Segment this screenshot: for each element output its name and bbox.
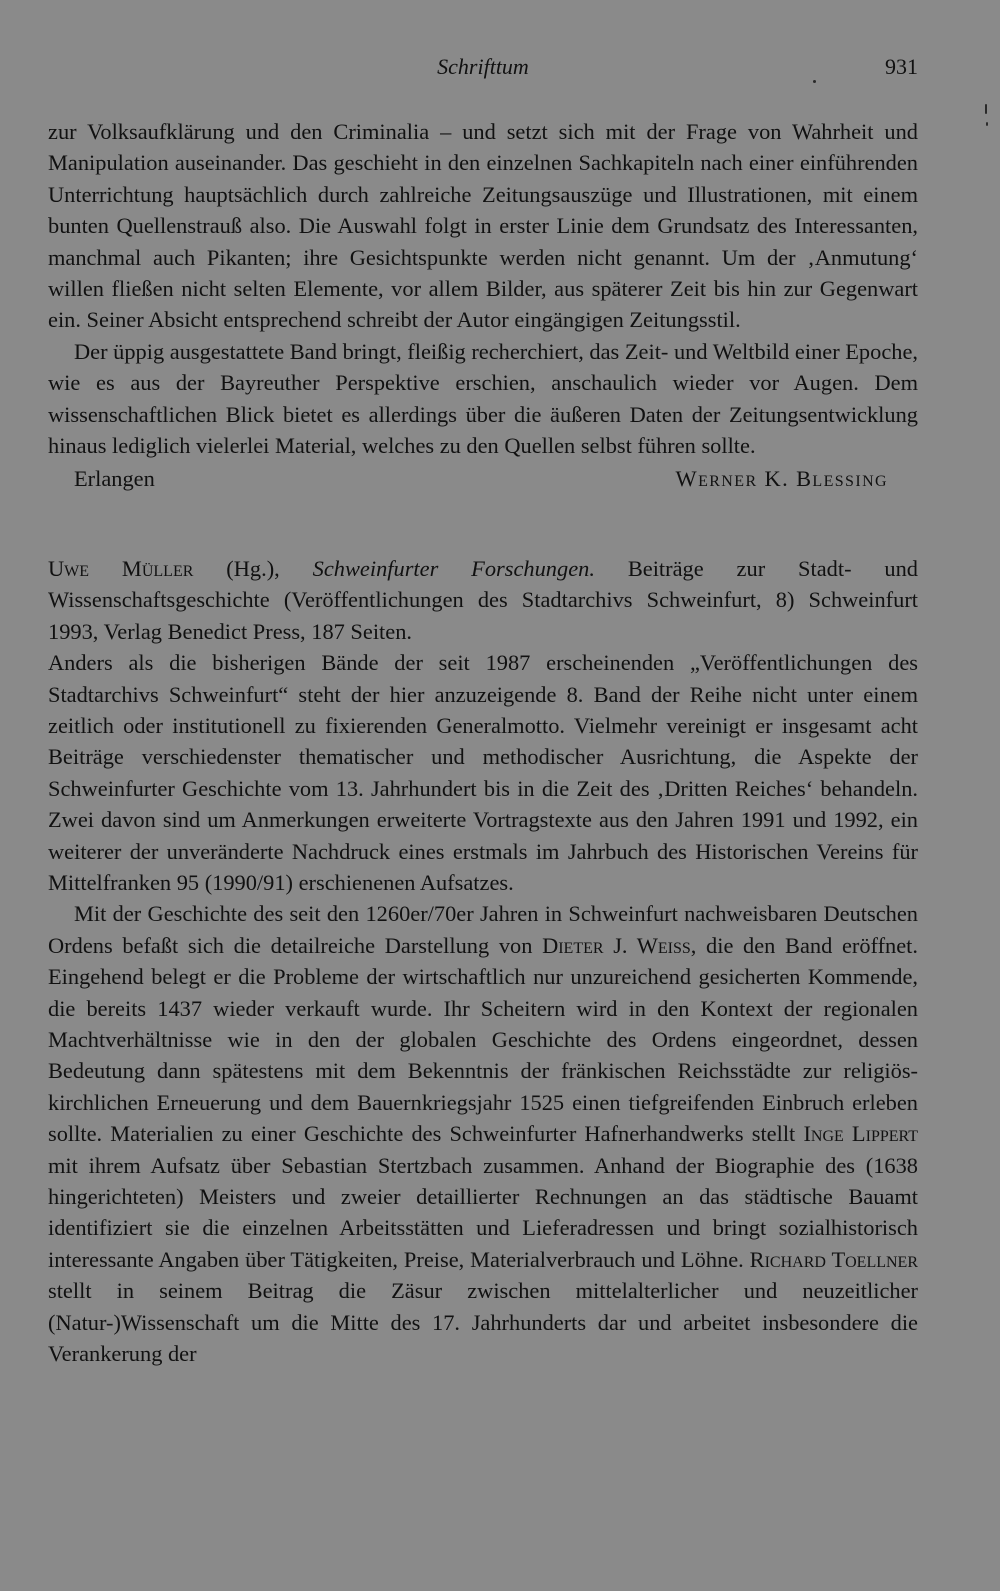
review-separator	[48, 495, 918, 553]
scan-speck	[986, 122, 988, 126]
citation-book-title: Schweinfurter Forschungen.	[312, 555, 595, 581]
citation-editor: Uwe Müller	[48, 555, 194, 581]
review-paragraph-1: Anders als die bisherigen Bände der seit 1987 erscheinenden „Veröffentlichungen des Stadtarchivs Schweinfurt“ steht der hier anzuzeigende 8. Band der Reihe nicht unter einem zeitlich oder institutionell zu fixierenden Generalmotto. Vielmehr vereinigt er insgesamt acht Beiträge verschiedenster thematischer und methodischer Ausrichtung, die Aspekte der Schweinfurter Geschichte vom 13. Jahrhundert bis in die Zeit des ‚Dritten Reiches‘ behandeln. Zwei davon sind um Anmerkungen erweiterte Vortragstexte aus den Jahren 1991 und 1992, ein weiterer der unveränderte Nachdruck eines erstmals im Jahrbuch des Historischen Vereins für Mittelfranken 95 (1990/91) erschienenen Aufsatzes.	[48, 650, 918, 895]
review-signature	[48, 463, 918, 494]
author-name-weiss: Dieter J. Weiss	[542, 932, 691, 958]
review-paragraph-2-part-c: mit ihrem Aufsatz über Sebastian Stertzbach zusammen. Anhand der Biographie des (1638 hingerichteten) Meisters und zweier detaillierter Rechnungen an das städtische Bauamt identifiziert sie die einzelnen Arbeitsstätten und Lieferadressen und bringt sozialhistorisch interessante Angaben über Tätigkeiten, Preise, Materialverbrauch und Löhne.	[48, 1152, 918, 1272]
running-title: Schrifttum	[437, 54, 529, 79]
author-name-toellner: Richard Toellner	[749, 1246, 918, 1272]
review-paragraph-2-part-a: Mit der Geschichte des seit den 1260er/70er Jahren in Schweinfurt nachweisbaren Deutschen Ordens befaßt sich die detailreiche Darstellung von	[48, 901, 918, 958]
review-paragraph-2-part-d: stellt in seinem Beitrag die Zäsur zwischen mittelalterlicher und neuzeitlicher (Natur-)Wissenschaft um die Mitte des 17. Jahrhunderts dar und arbeitet insbesondere die Verankerung der	[48, 1278, 918, 1367]
citation-editor-role: (Hg.),	[193, 555, 313, 581]
scan-speck	[985, 104, 987, 114]
running-head	[48, 54, 918, 84]
signature-reviewer: Werner K. Blessing	[675, 466, 888, 492]
prev-review-paragraph-1: zur Volksaufklärung und den Criminalia – und setzt sich mit der Frage von Wahrheit und Manipulation auseinander. Das geschieht in den einzelnen Sachkapiteln nach einer einführenden Unterrichtung hauptsächlich durch zahlreiche Zeitungsauszüge und Illustrationen, mit einem bunten Quellenstrauß also. Die Auswahl folgt in erster Linie dem Grundsatz des Interessanten, manchmal auch Pikanten; ihre Gesichtspunkte werden nicht genannt. Um der ‚Anmutung‘ willen fließen nicht selten Elemente, vor allem Bilder, aus späterer Zeit bis hin zur Gegenwart ein. Seiner Absicht entsprechend schreibt der Autor eingängigen Zeitungsstil.	[48, 119, 918, 333]
document-page	[48, 0, 918, 1591]
signature-place: Erlangen	[74, 466, 155, 492]
scan-speck	[813, 80, 816, 83]
citation-details: Beiträge zur Stadt- und Wissenschaftsgeschichte (Veröffentlichungen des Stadtarchivs Schweinfurt, 8) Schweinfurt 1993, Verlag Benedict Press, 187 Seiten.	[48, 555, 919, 644]
book-citation	[48, 553, 918, 647]
author-name-lippert: Inge Lippert	[803, 1121, 918, 1147]
prev-review-paragraph-2: Der üppig ausgestattete Band bringt, fleißig recherchiert, das Zeit- und Weltbild einer Epoche, wie es aus der Bayreuther Perspektive erschien, anschaulich wieder vor Augen. Dem wissenschaftlichen Blick bietet es allerdings über die äußeren Daten der Zeitungsentwicklung hinaus lediglich vielerlei Material, welches zu den Quellen selbst führen sollte.	[48, 338, 918, 459]
page-body	[48, 116, 918, 1369]
review-paragraph-2-part-b: , die den Band eröffnet. Eingehend belegt er die Probleme der wirtschaftlich nur unzureichend gesicherten Kommende, die bereits 1437 wieder verkauft wurde. Ihr Scheitern wird in den Kontext der regionalen Machtverhältnisse wie in den der globalen Geschichte des Ordens eingeordnet, dessen Bedeutung dann spätestens mit dem Bekenntnis der fränkischen Reichsstädte zur religiös-kirchlichen Erneuerung und dem Bauernkriegsjahr 1525 einen tiefgreifenden Einbruch erleben sollte. Materialien zu einer Geschichte des Schweinfurter Hafnerhandwerks stellt	[48, 932, 918, 1147]
page-number: 931	[885, 54, 918, 79]
review-paragraph-2	[48, 898, 918, 1369]
